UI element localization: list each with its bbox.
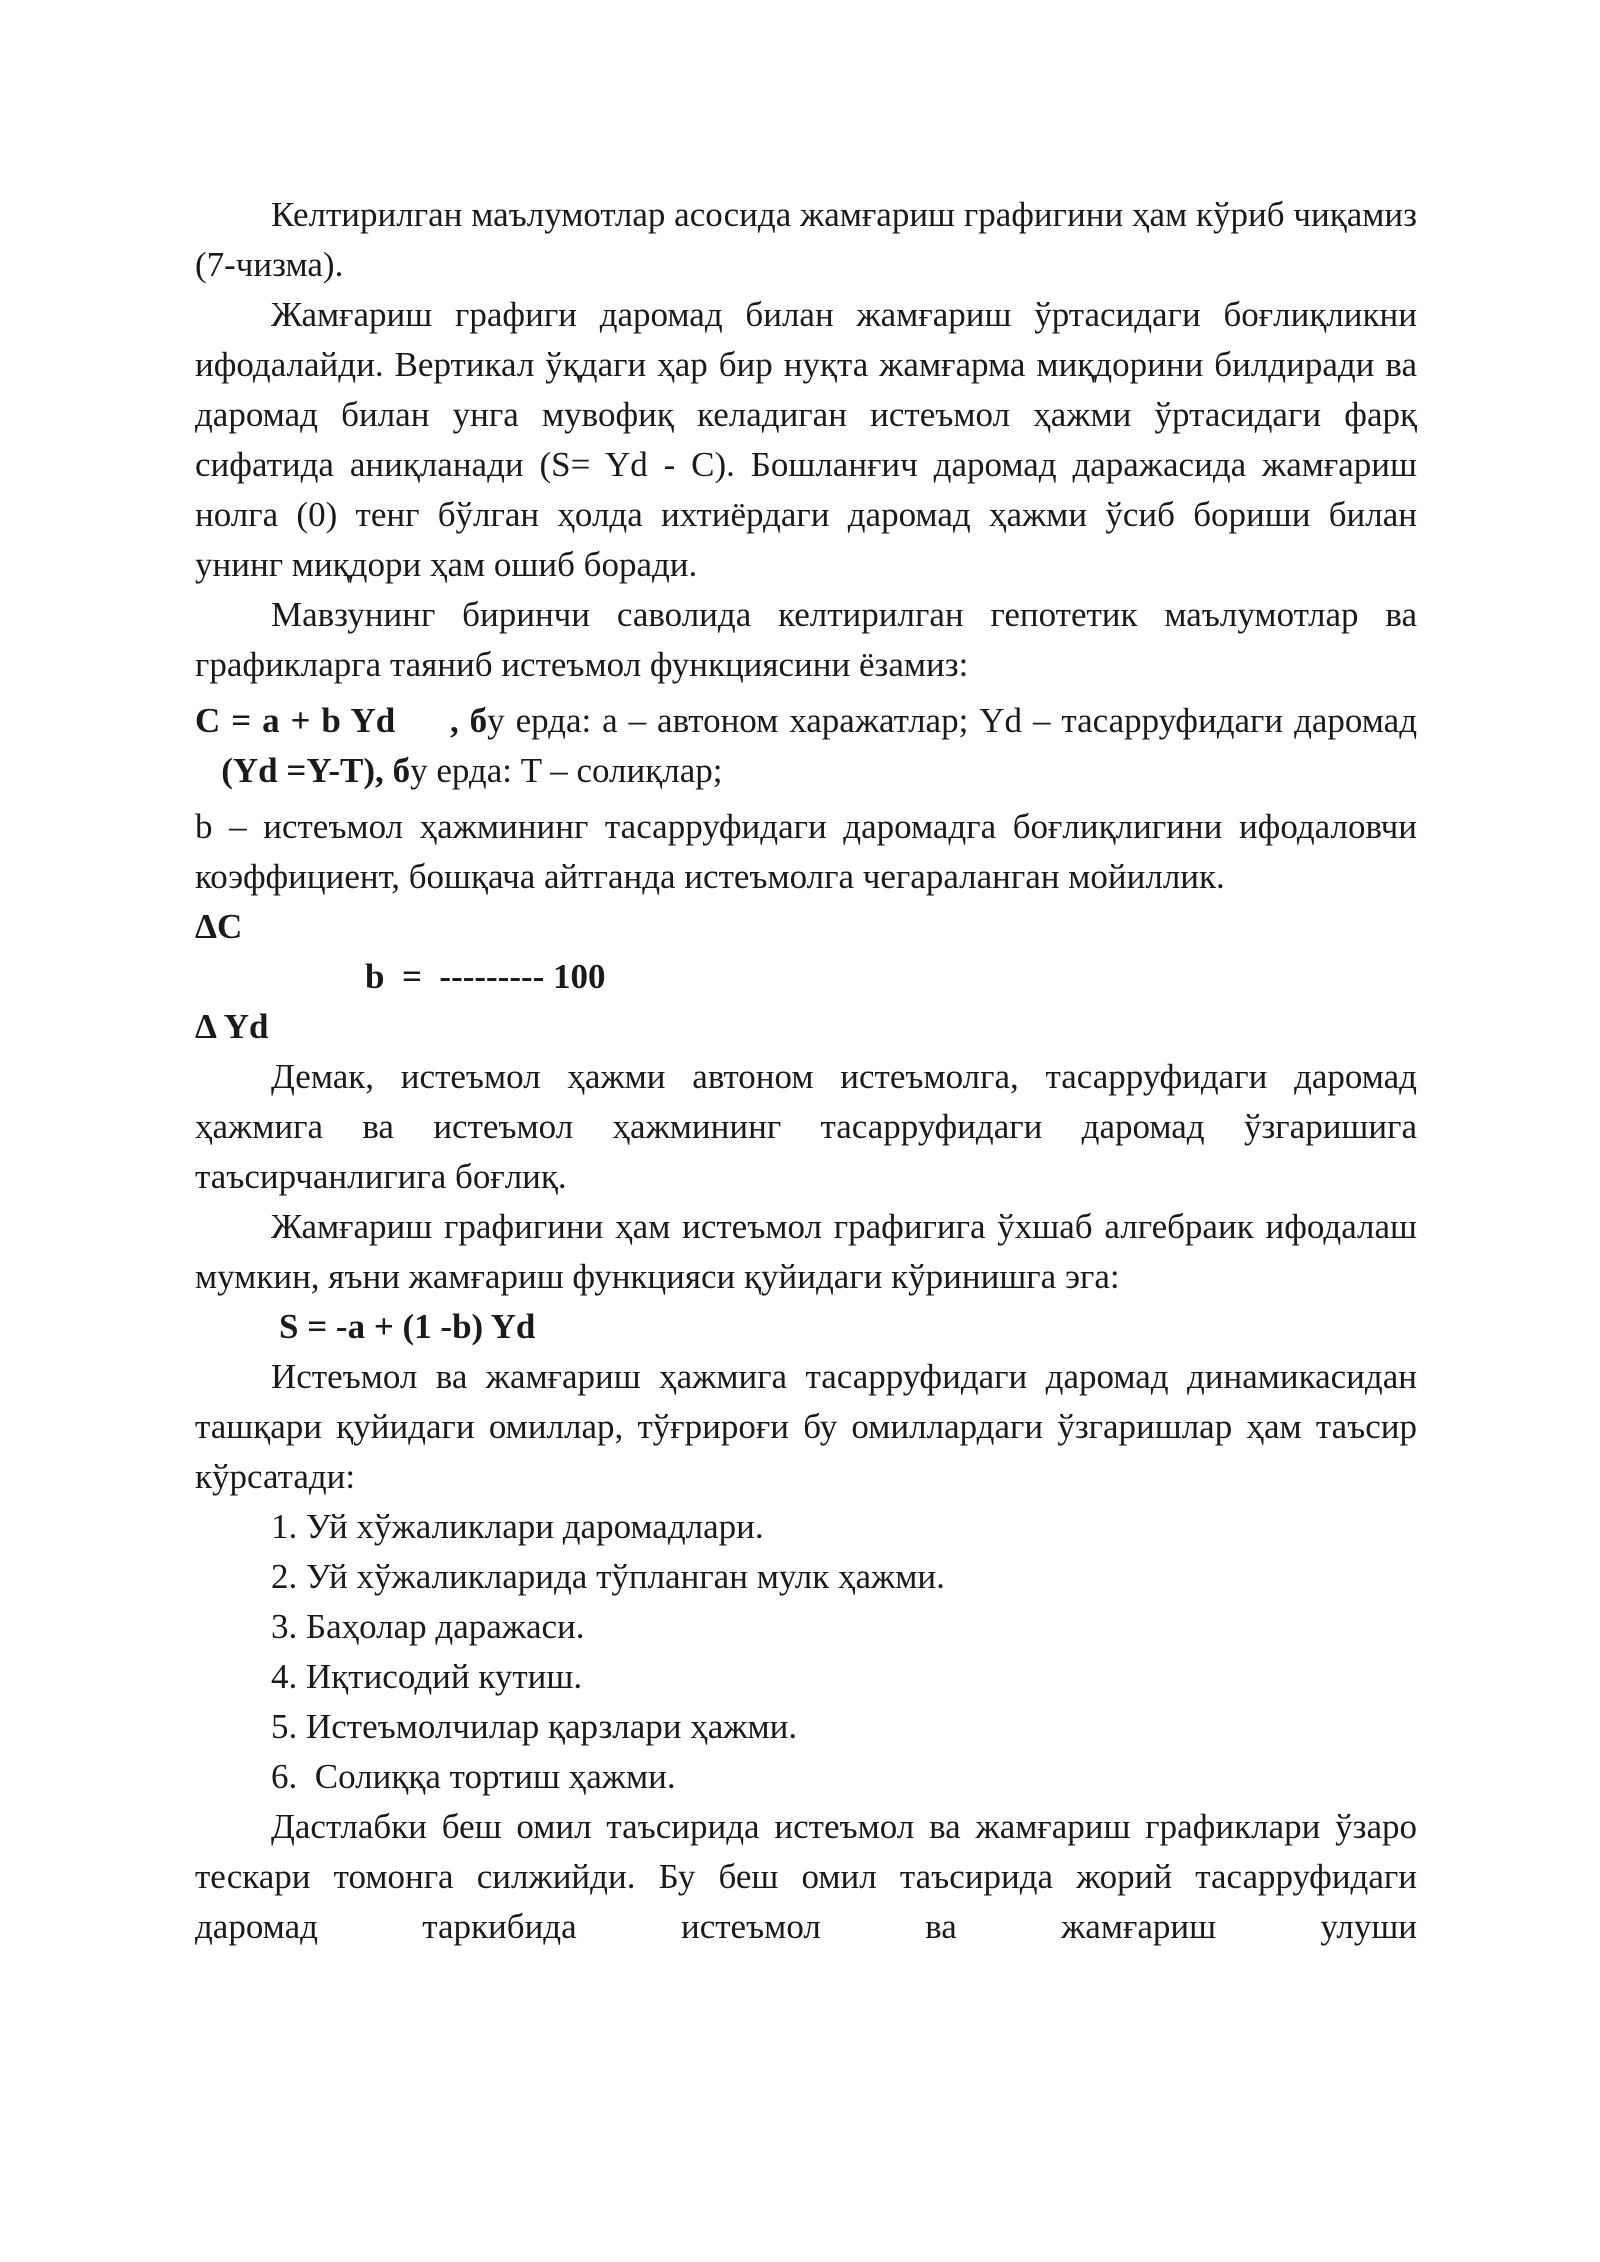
paragraph-conclusion: Демак, истеъмол ҳажми автоном истеъмолга, тасарруфидаги даромад ҳажмига ва истеъмол ҳажмининг тасарруфидаги даромад ўзгаришига таъсирчанлигига боғлиқ.	[195, 1057, 1417, 1196]
formula-comma: ,	[449, 701, 459, 740]
paragraph-savings-graph: Жамғариш графиги даромад билан жамғариш ўртасидаги боғлиқликни ифодалайди. Вертикал ўқдаги ҳар бир нуқта жамғарма миқдорини билдиради ва даромад билан унга мувофиқ келадиган истеъмол ҳажми ўртасидаги фарқ сифатида аниқланади (S= Yd - C). Бошланғич даромад даражасида жамғариш нолга (0) тенг бўлган ҳолда ихтиёрдаги даромад ҳажми ўсиб бориши билан унинг миқдори ҳам ошиб боради.	[195, 295, 1417, 584]
disposable-income-formula: (Yd =Y-T),	[221, 751, 384, 790]
taxes-explanation: у ерда: T – солиқлар;	[410, 751, 723, 790]
bold-letter-2: б	[392, 751, 411, 790]
list-item: 4. Иқтисодий кутиш.	[271, 1657, 583, 1696]
fraction-numerator: ΔC	[195, 907, 243, 946]
paragraph-shift: Дастлабки беш омил таъсирида истеъмол ва жамғариш графиклари ўзаро тескари томонга силжийди. Бу беш омил таъсирида жорий тасарруфидаги даромад таркибида истеъмол ва жамғариш улуши	[195, 1807, 1417, 1946]
document-page	[195, 190, 1417, 1952]
savings-formula: S = -a + (1 -b) Yd	[279, 1307, 536, 1346]
list-item: 6. Солиққа тортиш ҳажми.	[271, 1757, 676, 1796]
paragraph-savings-function: Жамғариш графигини ҳам истеъмол графигига ўхшаб алгебраик ифодалаш мумкин, яъни жамғариш функцияси қуйидаги кўринишга эга:	[195, 1207, 1417, 1296]
list-item: 3. Баҳолар даражаси.	[271, 1607, 585, 1646]
consumption-formula: C = a + b Yd	[195, 701, 396, 740]
fraction-formula-b: b = --------- 100	[365, 957, 606, 996]
list-item: 2. Уй хўжаликларида тўпланган мулк ҳажми.	[271, 1557, 945, 1596]
consumption-explanation: у ерда: a – автоном харажатлар; Yd – тасарруфидаги даромад	[487, 701, 1418, 740]
paragraph-consumption-formula	[195, 696, 1417, 796]
fraction-denominator: Δ Yd	[195, 1007, 269, 1046]
paragraph-consumption-function-intro: Мавзунинг биринчи саволида келтирилган гепотетик маълумотлар ва графикларга таяниб истеъмол функциясини ёзамиз:	[195, 595, 1417, 684]
paragraph-intro: Келтирилган маълумотлар асосида жамғариш графигини ҳам кўриб чиқамиз (7-чизма).	[195, 195, 1417, 284]
bold-letter: б	[469, 701, 488, 740]
factors-list	[195, 1502, 1417, 1802]
paragraph-factors-intro: Истеъмол ва жамғариш ҳажмига тасарруфидаги даромад динамикасидан ташқари қуйидаги омиллар, тўғрироғи бу омиллардаги ўзгаришлар ҳам таъсир кўрсатади:	[195, 1357, 1417, 1496]
list-item: 5. Истеъмолчилар қарзлари ҳажми.	[271, 1707, 798, 1746]
list-item: 1. Уй хўжаликлари даромадлари.	[271, 1507, 764, 1546]
paragraph-coefficient-b: b – истеъмол ҳажмининг тасарруфидаги даромадга боғлиқлигини ифодаловчи коэффициент, бошқача айтганда истеъмолга чегараланган мойиллик.	[195, 807, 1417, 896]
